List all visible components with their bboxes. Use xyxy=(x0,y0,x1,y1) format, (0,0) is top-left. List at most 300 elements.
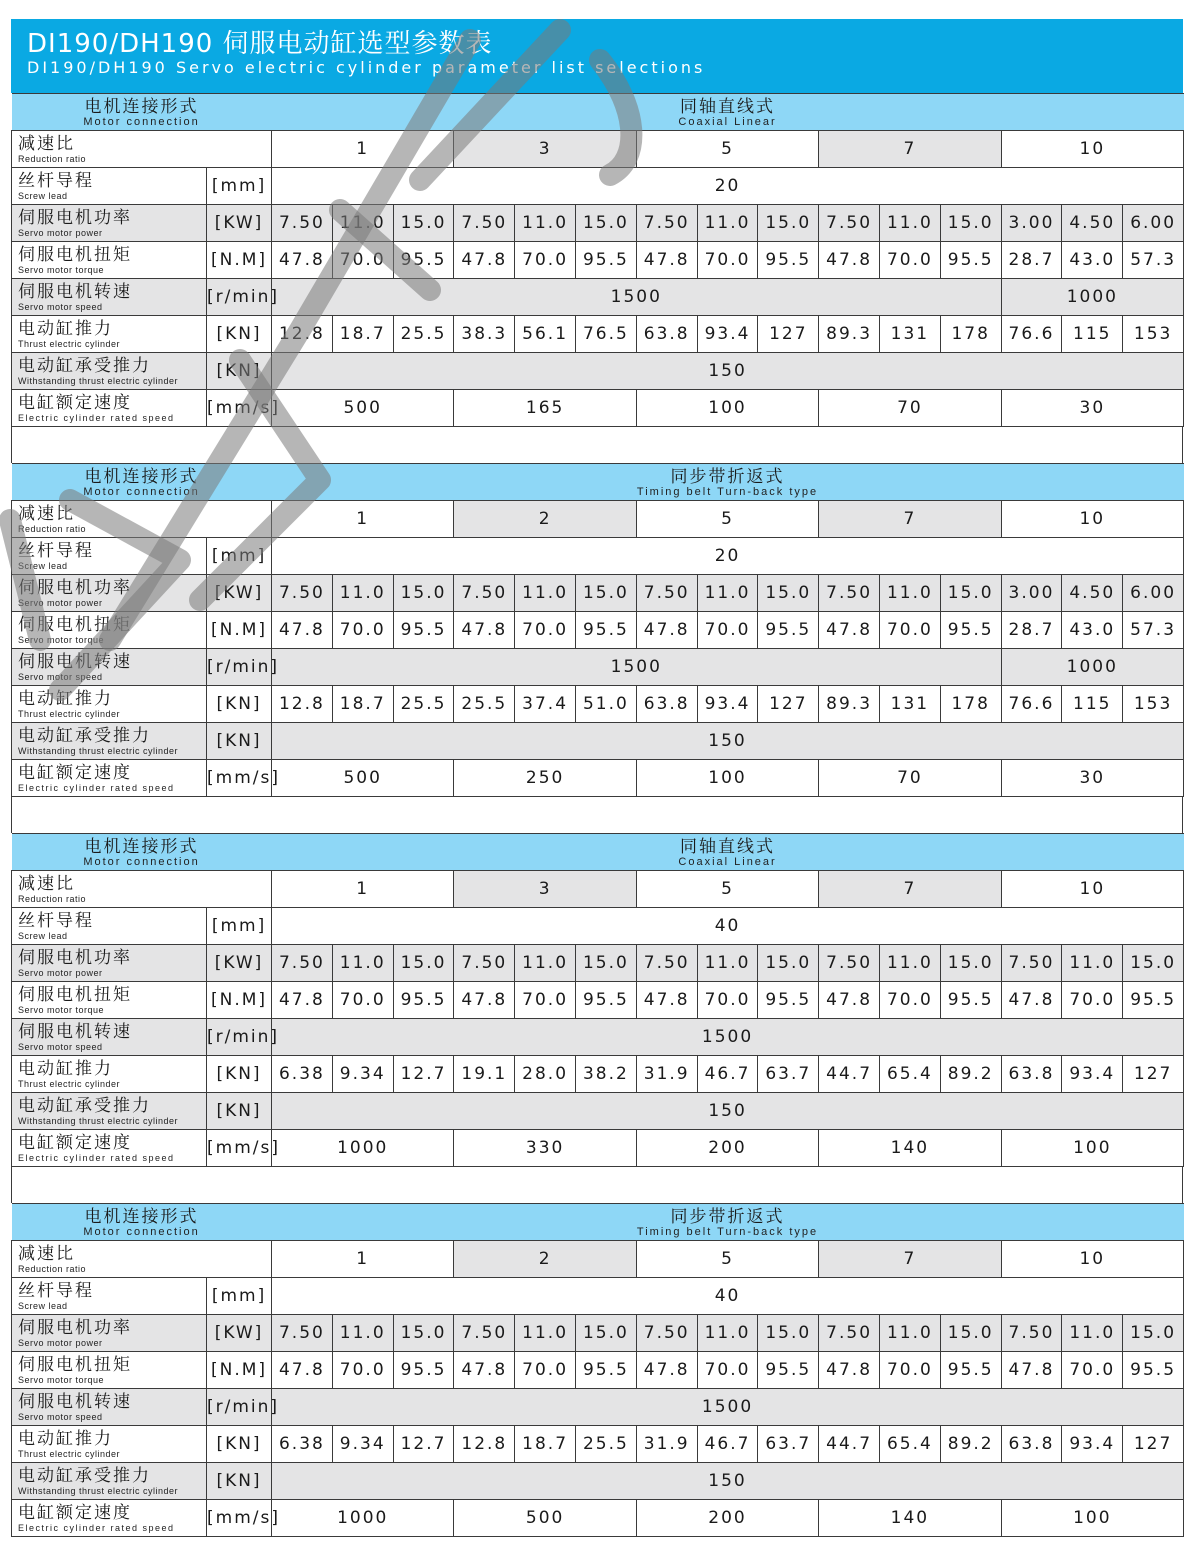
torque-cell: 70.0 xyxy=(332,612,393,649)
label-zh: 减速比 xyxy=(18,503,75,524)
power-cell: 7.50 xyxy=(636,575,697,612)
torque-cell: 95.5 xyxy=(576,612,637,649)
row-label-motor_torque xyxy=(12,1352,207,1389)
torque-cell: 47.8 xyxy=(819,1352,880,1389)
torque-cell: 43.0 xyxy=(1062,612,1123,649)
power-cell: 11.0 xyxy=(515,205,576,242)
ratio-cell: 7 xyxy=(819,1241,1001,1278)
torque-cell: 47.8 xyxy=(819,612,880,649)
motor-connection-label xyxy=(12,94,272,131)
power-cell: 15.0 xyxy=(576,205,637,242)
spec-table xyxy=(11,1203,1184,1537)
reduction-ratio-row xyxy=(12,1241,1184,1278)
label-en: Servo motor power xyxy=(18,227,103,238)
label-zh: 电缸额定速度 xyxy=(18,1132,132,1153)
power-cell: 15.0 xyxy=(393,1315,454,1352)
screw-lead-row xyxy=(12,168,1184,205)
torque-cell: 70.0 xyxy=(697,982,758,1019)
row-label-thrust xyxy=(12,1426,207,1463)
power-cell: 15.0 xyxy=(576,945,637,982)
unit-cell: [KW] xyxy=(207,945,272,982)
label-en: Electric cylinder rated speed xyxy=(18,1152,175,1163)
rated-speed-cell: 500 xyxy=(454,1500,636,1537)
unit-cell: [N.M] xyxy=(207,982,272,1019)
row-label-thrust xyxy=(12,686,207,723)
screw-lead-row xyxy=(12,538,1184,575)
power-cell: 7.50 xyxy=(636,1315,697,1352)
torque-cell: 47.8 xyxy=(272,1352,333,1389)
label-en: Thrust electric cylinder xyxy=(18,1078,121,1089)
power-cell: 15.0 xyxy=(758,1315,819,1352)
unit-cell: [KW] xyxy=(207,575,272,612)
speed-cell: 1000 xyxy=(1001,279,1184,316)
motor-power-row xyxy=(12,575,1184,612)
thrust-cell: 65.4 xyxy=(879,1426,940,1463)
power-cell: 7.50 xyxy=(819,1315,880,1352)
label-en: Motor connection xyxy=(83,855,200,868)
power-cell: 11.0 xyxy=(332,945,393,982)
thrust-cell: 178 xyxy=(940,316,1001,353)
table-spacer xyxy=(11,427,1183,463)
power-cell: 7.50 xyxy=(636,945,697,982)
thrust-cell: 63.8 xyxy=(1001,1426,1062,1463)
thrust-cell: 12.7 xyxy=(393,1426,454,1463)
row-label-motor_speed xyxy=(12,1389,207,1426)
motor-power-row xyxy=(12,945,1184,982)
power-cell: 11.0 xyxy=(697,1315,758,1352)
thrust-cell: 76.6 xyxy=(1001,316,1062,353)
unit-cell: [mm/s] xyxy=(207,1500,272,1537)
power-cell: 11.0 xyxy=(332,1315,393,1352)
power-cell: 15.0 xyxy=(940,945,1001,982)
torque-cell: 47.8 xyxy=(454,242,515,279)
rated-speed-cell: 500 xyxy=(272,760,454,797)
ratio-cell: 5 xyxy=(636,1241,818,1278)
unit-cell: [mm] xyxy=(207,1278,272,1315)
thrust-row xyxy=(12,316,1184,353)
unit-cell: [mm/s] xyxy=(207,1130,272,1167)
thrust-cell: 115 xyxy=(1062,686,1123,723)
unit-cell: [KW] xyxy=(207,1315,272,1352)
torque-cell: 70.0 xyxy=(515,982,576,1019)
motor-speed-row xyxy=(12,649,1184,686)
label-en: Thrust electric cylinder xyxy=(18,338,121,349)
power-cell: 11.0 xyxy=(879,945,940,982)
power-cell: 4.50 xyxy=(1062,205,1123,242)
thrust-cell: 28.0 xyxy=(515,1056,576,1093)
unit-cell: [KN] xyxy=(207,686,272,723)
withstanding-row xyxy=(12,1093,1184,1130)
thrust-cell: 19.1 xyxy=(454,1056,515,1093)
label-en: Reduction ratio xyxy=(18,1263,87,1274)
motor-torque-row xyxy=(12,982,1184,1019)
thrust-cell: 153 xyxy=(1123,686,1184,723)
power-cell: 7.50 xyxy=(1001,1315,1062,1352)
table-spacer xyxy=(11,797,1183,833)
unit-cell: [mm/s] xyxy=(207,760,272,797)
thrust-cell: 89.3 xyxy=(819,686,880,723)
torque-cell: 47.8 xyxy=(1001,982,1062,1019)
row-label-motor_torque xyxy=(12,612,207,649)
rated-speed-cell: 100 xyxy=(1001,1500,1183,1537)
reduction-ratio-row xyxy=(12,871,1184,908)
rated-speed-cell: 140 xyxy=(819,1130,1001,1167)
unit-cell: [KN] xyxy=(207,1426,272,1463)
row-label-withstanding xyxy=(12,1463,207,1500)
torque-cell: 47.8 xyxy=(636,982,697,1019)
label-en: Screw lead xyxy=(18,930,68,941)
power-cell: 11.0 xyxy=(697,575,758,612)
power-cell: 15.0 xyxy=(758,575,819,612)
thrust-cell: 89.3 xyxy=(819,316,880,353)
power-cell: 7.50 xyxy=(454,205,515,242)
torque-cell: 28.7 xyxy=(1001,612,1062,649)
connection-zh: 同轴直线式 xyxy=(680,96,776,117)
reduction-ratio-row xyxy=(12,501,1184,538)
thrust-cell: 44.7 xyxy=(819,1056,880,1093)
label-zh: 伺服电机扭矩 xyxy=(18,984,132,1005)
power-cell: 7.50 xyxy=(454,1315,515,1352)
motor-speed-row xyxy=(12,1389,1184,1426)
torque-cell: 70.0 xyxy=(879,242,940,279)
power-cell: 15.0 xyxy=(1123,945,1184,982)
spec-table xyxy=(11,93,1184,427)
power-cell: 4.50 xyxy=(1062,575,1123,612)
thrust-cell: 31.9 xyxy=(636,1056,697,1093)
torque-cell: 47.8 xyxy=(819,982,880,1019)
withstanding-cell: 150 xyxy=(272,1463,1184,1500)
thrust-cell: 115 xyxy=(1062,316,1123,353)
label-zh: 丝杆导程 xyxy=(18,170,94,191)
ratio-cell: 10 xyxy=(1001,131,1184,168)
torque-cell: 70.0 xyxy=(697,612,758,649)
torque-cell: 70.0 xyxy=(697,242,758,279)
label-en: Reduction ratio xyxy=(18,893,87,904)
rated-speed-cell: 500 xyxy=(272,390,454,427)
ratio-cell: 7 xyxy=(819,501,1001,538)
label-en: Motor connection xyxy=(83,115,200,128)
thrust-cell: 131 xyxy=(879,686,940,723)
power-cell: 15.0 xyxy=(758,945,819,982)
torque-cell: 70.0 xyxy=(879,982,940,1019)
power-cell: 3.00 xyxy=(1001,575,1062,612)
row-label-motor_power xyxy=(12,1315,207,1352)
torque-cell: 70.0 xyxy=(879,612,940,649)
unit-cell: [N.M] xyxy=(207,242,272,279)
thrust-cell: 127 xyxy=(758,316,819,353)
label-en: Servo motor speed xyxy=(18,671,103,682)
label-zh: 伺服电机转速 xyxy=(18,1021,132,1042)
unit-cell: [KN] xyxy=(207,1093,272,1130)
power-cell: 11.0 xyxy=(879,575,940,612)
power-cell: 11.0 xyxy=(515,575,576,612)
label-en: Servo motor torque xyxy=(18,1374,105,1385)
torque-cell: 95.5 xyxy=(1123,1352,1184,1389)
torque-cell: 47.8 xyxy=(636,1352,697,1389)
torque-cell: 47.8 xyxy=(636,612,697,649)
title-zh: DI190/DH190 伺服电动缸选型参数表 xyxy=(27,29,493,59)
label-zh: 丝杆导程 xyxy=(18,1280,94,1301)
thrust-cell: 25.5 xyxy=(576,1426,637,1463)
thrust-cell: 127 xyxy=(1123,1056,1184,1093)
label-en: Servo motor power xyxy=(18,1337,103,1348)
motor-connection-label xyxy=(12,1204,272,1241)
rated-speed-cell: 30 xyxy=(1001,390,1184,427)
thrust-cell: 25.5 xyxy=(393,316,454,353)
power-cell: 7.50 xyxy=(272,945,333,982)
motor-torque-row xyxy=(12,242,1184,279)
withstanding-row xyxy=(12,1463,1184,1500)
row-label-screw_lead xyxy=(12,908,207,945)
thrust-cell: 18.7 xyxy=(332,686,393,723)
ratio-cell: 1 xyxy=(272,501,454,538)
torque-cell: 95.5 xyxy=(940,982,1001,1019)
unit-cell: [N.M] xyxy=(207,612,272,649)
thrust-row xyxy=(12,1426,1184,1463)
unit-cell: [KN] xyxy=(207,316,272,353)
torque-cell: 95.5 xyxy=(758,612,819,649)
thrust-cell: 63.8 xyxy=(636,686,697,723)
rated-speed-cell: 330 xyxy=(454,1130,636,1167)
label-zh: 电缸额定速度 xyxy=(18,762,132,783)
thrust-cell: 25.5 xyxy=(454,686,515,723)
rated-speed-row xyxy=(12,760,1184,797)
unit-cell: [r/min] xyxy=(207,1019,272,1056)
thrust-cell: 178 xyxy=(940,686,1001,723)
connection-row xyxy=(12,94,1184,131)
power-cell: 15.0 xyxy=(1123,1315,1184,1352)
row-label-reduction_ratio xyxy=(12,501,272,538)
label-en: Screw lead xyxy=(18,1300,68,1311)
label-zh: 丝杆导程 xyxy=(18,910,94,931)
label-en: Servo motor speed xyxy=(18,301,103,312)
connection-row xyxy=(12,464,1184,501)
power-cell: 15.0 xyxy=(940,1315,1001,1352)
unit-cell: [KN] xyxy=(207,353,272,390)
connection-type xyxy=(272,834,1184,871)
power-cell: 15.0 xyxy=(393,945,454,982)
label-en: Electric cylinder rated speed xyxy=(18,782,175,793)
rated-speed-cell: 250 xyxy=(454,760,636,797)
withstanding-row xyxy=(12,723,1184,760)
thrust-cell: 76.6 xyxy=(1001,686,1062,723)
thrust-cell: 6.38 xyxy=(272,1426,333,1463)
thrust-cell: 51.0 xyxy=(576,686,637,723)
power-cell: 11.0 xyxy=(332,205,393,242)
thrust-cell: 9.34 xyxy=(332,1056,393,1093)
label-zh: 电动缸承受推力 xyxy=(18,1095,151,1116)
motor-power-row xyxy=(12,205,1184,242)
label-zh: 伺服电机扭矩 xyxy=(18,614,132,635)
table-spacer xyxy=(11,1167,1183,1203)
label-zh: 电机连接形式 xyxy=(84,466,199,487)
label-zh: 伺服电机扭矩 xyxy=(18,244,132,265)
ratio-cell: 10 xyxy=(1001,501,1183,538)
ratio-cell: 1 xyxy=(272,1241,454,1278)
power-cell: 11.0 xyxy=(697,205,758,242)
thrust-cell: 25.5 xyxy=(393,686,454,723)
label-zh: 伺服电机扭矩 xyxy=(18,1354,132,1375)
row-label-screw_lead xyxy=(12,538,207,575)
rated-speed-cell: 70 xyxy=(819,390,1001,427)
thrust-cell: 131 xyxy=(879,316,940,353)
row-label-motor_power xyxy=(12,945,207,982)
power-cell: 7.50 xyxy=(272,1315,333,1352)
thrust-cell: 18.7 xyxy=(515,1426,576,1463)
label-en: Servo motor speed xyxy=(18,1411,103,1422)
power-cell: 7.50 xyxy=(272,205,333,242)
label-zh: 丝杆导程 xyxy=(18,540,94,561)
spec-table xyxy=(11,833,1184,1167)
thrust-cell: 12.7 xyxy=(393,1056,454,1093)
rated-speed-cell: 30 xyxy=(1001,760,1183,797)
torque-cell: 95.5 xyxy=(576,242,637,279)
power-cell: 6.00 xyxy=(1123,575,1184,612)
label-en: Reduction ratio xyxy=(18,523,87,534)
torque-cell: 95.5 xyxy=(940,242,1001,279)
label-zh: 电动缸承受推力 xyxy=(18,355,151,376)
rated-speed-cell: 100 xyxy=(636,760,818,797)
torque-cell: 95.5 xyxy=(940,612,1001,649)
motor-power-row xyxy=(12,1315,1184,1352)
thrust-cell: 37.4 xyxy=(515,686,576,723)
rated-speed-cell: 70 xyxy=(819,760,1001,797)
thrust-cell: 65.4 xyxy=(879,1056,940,1093)
ratio-cell: 10 xyxy=(1001,1241,1183,1278)
row-label-reduction_ratio xyxy=(12,871,272,908)
screw-lead-row xyxy=(12,1278,1184,1315)
ratio-cell: 3 xyxy=(454,871,636,908)
label-en: Reduction ratio xyxy=(18,153,87,164)
connection-type xyxy=(272,94,1184,131)
withstanding-cell: 150 xyxy=(272,1093,1184,1130)
unit-cell: [mm] xyxy=(207,908,272,945)
speed-cell: 1500 xyxy=(272,1019,1184,1056)
torque-cell: 47.8 xyxy=(454,612,515,649)
thrust-row xyxy=(12,686,1184,723)
torque-cell: 95.5 xyxy=(1123,982,1184,1019)
speed-cell: 1500 xyxy=(272,1389,1184,1426)
torque-cell: 47.8 xyxy=(454,1352,515,1389)
screw-lead-row xyxy=(12,908,1184,945)
row-label-thrust xyxy=(12,1056,207,1093)
spec-tables xyxy=(11,93,1183,1537)
label-zh: 电机连接形式 xyxy=(84,836,199,857)
torque-cell: 70.0 xyxy=(332,982,393,1019)
speed-cell: 1500 xyxy=(272,279,1002,316)
thrust-cell: 18.7 xyxy=(332,316,393,353)
torque-cell: 70.0 xyxy=(1062,982,1123,1019)
thrust-cell: 63.8 xyxy=(636,316,697,353)
rated-speed-cell: 100 xyxy=(1001,1130,1184,1167)
row-label-reduction_ratio xyxy=(12,131,272,168)
torque-cell: 70.0 xyxy=(332,242,393,279)
label-zh: 电机连接形式 xyxy=(84,1206,199,1227)
torque-cell: 47.8 xyxy=(272,612,333,649)
power-cell: 7.50 xyxy=(636,205,697,242)
power-cell: 11.0 xyxy=(697,945,758,982)
power-cell: 7.50 xyxy=(1001,945,1062,982)
rated-speed-cell: 1000 xyxy=(272,1130,454,1167)
title-en: DI190/DH190 Servo electric cylinder parameter list selections xyxy=(27,58,706,77)
row-label-motor_torque xyxy=(12,982,207,1019)
thrust-cell: 63.7 xyxy=(758,1056,819,1093)
thrust-cell: 63.7 xyxy=(758,1426,819,1463)
thrust-cell: 153 xyxy=(1123,316,1184,353)
label-zh: 电动缸承受推力 xyxy=(18,725,151,746)
label-zh: 电缸额定速度 xyxy=(18,1502,132,1523)
thrust-cell: 76.5 xyxy=(576,316,637,353)
label-zh: 减速比 xyxy=(18,1243,75,1264)
thrust-cell: 127 xyxy=(758,686,819,723)
label-zh: 电动缸推力 xyxy=(18,1058,113,1079)
label-zh: 伺服电机功率 xyxy=(18,207,132,228)
speed-cell: 1000 xyxy=(1001,649,1183,686)
label-en: Servo motor torque xyxy=(18,264,105,275)
thrust-cell: 89.2 xyxy=(940,1426,1001,1463)
torque-cell: 95.5 xyxy=(758,1352,819,1389)
power-cell: 15.0 xyxy=(576,1315,637,1352)
torque-cell: 95.5 xyxy=(576,1352,637,1389)
unit-cell: [KN] xyxy=(207,1463,272,1500)
ratio-cell: 1 xyxy=(272,871,454,908)
torque-cell: 43.0 xyxy=(1062,242,1123,279)
rated-speed-cell: 1000 xyxy=(272,1500,454,1537)
thrust-cell: 6.38 xyxy=(272,1056,333,1093)
ratio-cell: 1 xyxy=(272,131,454,168)
rated-speed-cell: 140 xyxy=(819,1500,1001,1537)
ratio-cell: 2 xyxy=(454,501,636,538)
torque-cell: 47.8 xyxy=(819,242,880,279)
label-zh: 伺服电机转速 xyxy=(18,1391,132,1412)
unit-cell: [r/min] xyxy=(207,1389,272,1426)
unit-cell: [KN] xyxy=(207,1056,272,1093)
ratio-cell: 7 xyxy=(819,131,1001,168)
label-en: Motor connection xyxy=(83,485,200,498)
label-en: Electric cylinder rated speed xyxy=(18,1522,175,1533)
rated-speed-row xyxy=(12,390,1184,427)
power-cell: 11.0 xyxy=(879,1315,940,1352)
torque-cell: 95.5 xyxy=(940,1352,1001,1389)
motor-connection-label xyxy=(12,834,272,871)
label-zh: 伺服电机功率 xyxy=(18,1317,132,1338)
torque-cell: 95.5 xyxy=(758,242,819,279)
label-en: Thrust electric cylinder xyxy=(18,708,121,719)
unit-cell: [N.M] xyxy=(207,1352,272,1389)
row-label-thrust xyxy=(12,316,207,353)
power-cell: 7.50 xyxy=(272,575,333,612)
label-zh: 伺服电机转速 xyxy=(18,281,132,302)
row-label-motor_power xyxy=(12,575,207,612)
thrust-cell: 63.8 xyxy=(1001,1056,1062,1093)
torque-cell: 70.0 xyxy=(515,1352,576,1389)
label-en: Servo motor torque xyxy=(18,634,105,645)
row-label-rated_speed xyxy=(12,1130,207,1167)
label-en: Servo motor torque xyxy=(18,1004,105,1015)
ratio-cell: 5 xyxy=(636,501,818,538)
label-zh: 减速比 xyxy=(18,133,75,154)
row-label-motor_speed xyxy=(12,1019,207,1056)
label-zh: 伺服电机转速 xyxy=(18,651,132,672)
power-cell: 7.50 xyxy=(454,945,515,982)
label-en: Motor connection xyxy=(83,1225,200,1238)
connection-row xyxy=(12,834,1184,871)
label-en: Servo motor power xyxy=(18,967,103,978)
thrust-cell: 56.1 xyxy=(515,316,576,353)
row-label-rated_speed xyxy=(12,1500,207,1537)
rated-speed-cell: 200 xyxy=(636,1500,818,1537)
torque-cell: 95.5 xyxy=(393,982,454,1019)
